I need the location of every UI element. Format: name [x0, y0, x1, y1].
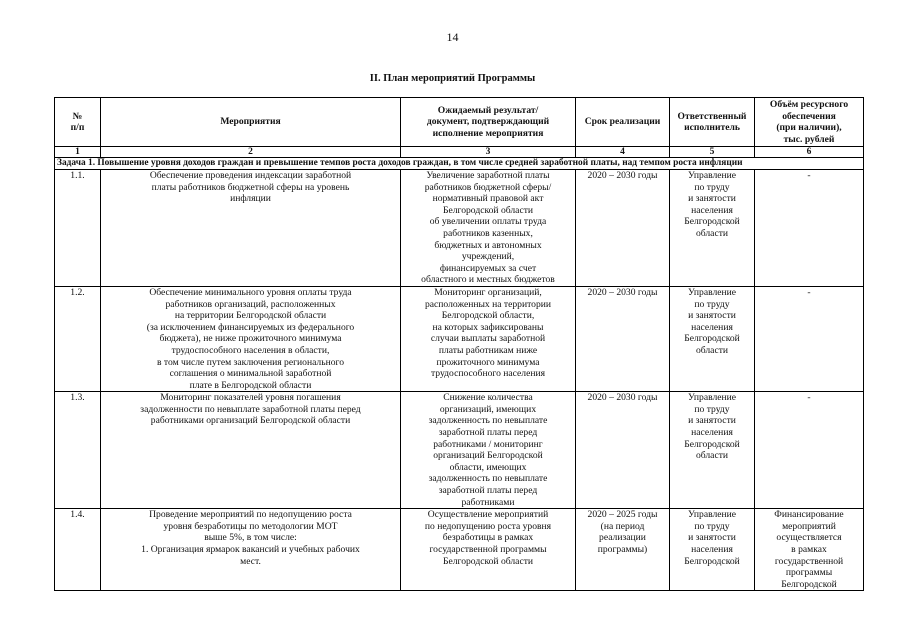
funding-cell: -	[755, 392, 864, 509]
result-cell: Осуществление мероприятий по недопущению роста уровня безработицы в рамках государственной программы Белгородской области	[401, 509, 576, 591]
column-number: 4	[576, 147, 670, 158]
result-cell: Мониторинг организаций, расположенных на территории Белгородской области, на которых зафиксированы случаи выплаты заработной платы работникам ниже прожиточного минимума трудоспособного населения	[401, 286, 576, 391]
table-row	[55, 509, 864, 591]
term-cell: 2020 – 2030 годы	[576, 392, 670, 509]
column-number: 2	[101, 147, 401, 158]
header-row	[55, 98, 864, 147]
funding-cell: -	[755, 170, 864, 287]
header-measure: Мероприятия	[101, 98, 401, 147]
result-cell: Снижение количества организаций, имеющих задолженность по невыплате заработной платы перед работниками / мониторинг организаций Белгородской области, имеющих задолженность по невыплате заработной платы перед работниками	[401, 392, 576, 509]
term-cell: 2020 – 2030 годы	[576, 286, 670, 391]
column-number-row	[55, 147, 864, 158]
header-result: Ожидаемый результат/ документ, подтверждающий исполнение мероприятия	[401, 98, 576, 147]
executor-cell: Управление по труду и занятости населения Белгородской области	[670, 170, 755, 287]
result-cell: Увеличение заработной платы работников бюджетной сферы/ нормативный правовой акт Белгородской области об увеличении оплаты труда работников казенных, бюджетных и автономных учреждений, финансируемых за счет областного и местных бюджетов	[401, 170, 576, 287]
column-number: 1	[55, 147, 101, 158]
header-num: № п/п	[55, 98, 101, 147]
plan-title: II. План мероприятий Программы	[369, 73, 536, 84]
row-number: 1.1.	[55, 170, 101, 287]
executor-cell: Управление по труду и занятости населения Белгородской области	[670, 392, 755, 509]
term-cell: 2020 – 2030 годы	[576, 170, 670, 287]
executor-cell: Управление по труду и занятости населения Белгородской	[670, 509, 755, 591]
header-term: Срок реализации	[576, 98, 670, 147]
row-number: 1.3.	[55, 392, 101, 509]
table-row	[55, 392, 864, 509]
term-cell: 2020 – 2025 годы (на период реализации программы)	[576, 509, 670, 591]
column-number: 6	[755, 147, 864, 158]
row-number: 1.4.	[55, 509, 101, 591]
table-row	[55, 286, 864, 391]
measure-cell: Мониторинг показателей уровня погашения задолженности по невыплате заработной платы перед работниками организаций Белгородской области	[101, 392, 401, 509]
table-row	[55, 170, 864, 287]
plan-table	[54, 97, 864, 591]
page-number: 14	[446, 30, 459, 44]
row-number: 1.2.	[55, 286, 101, 391]
measure-cell: Проведение мероприятий по недопущению роста уровня безработицы по методологии МОТ выше 5%, в том числе: 1. Организация ярмарок вакансий и учебных рабочих мест.	[101, 509, 401, 591]
funding-cell: -	[755, 286, 864, 391]
task-row	[55, 158, 864, 170]
measure-cell: Обеспечение проведения индексации заработной платы работников бюджетной сферы на уровень инфляции	[101, 170, 401, 287]
column-number: 5	[670, 147, 755, 158]
column-number: 3	[401, 147, 576, 158]
funding-cell: Финансирование мероприятий осуществляется в рамках государственной программы Белгородской	[755, 509, 864, 591]
header-executor: Ответственный исполнитель	[670, 98, 755, 147]
executor-cell: Управление по труду и занятости населения Белгородской области	[670, 286, 755, 391]
measure-cell: Обеспечение минимального уровня оплаты труда работников организаций, расположенных на территории Белгородской области (за исключением финансируемых из федерального бюджета), не ниже прожиточного минимума трудоспособного населения в области, в том числе путем заключения регионального соглашения о минимальной заработной плате в Белгородской области	[101, 286, 401, 391]
task-title: Задача 1. Повышение уровня доходов граждан и превышение темпов роста доходов граждан, в том числе средней заработной платы, над темпом роста инфляции	[55, 158, 864, 170]
header-funding: Объём ресурсного обеспечения (при наличии), тыс. рублей	[755, 98, 864, 147]
